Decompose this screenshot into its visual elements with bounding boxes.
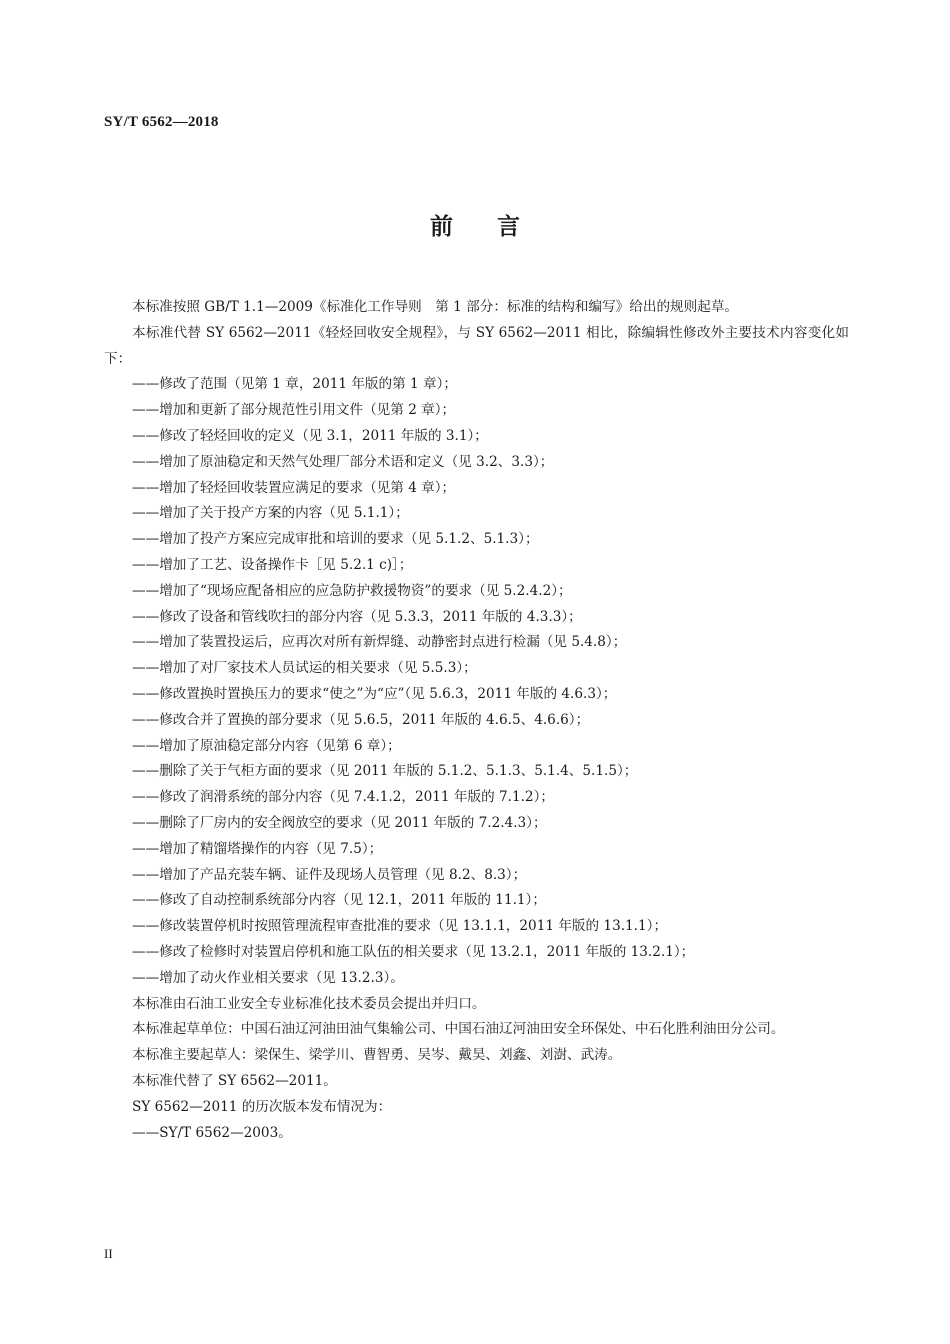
list-item: ——修改了设备和管线吹扫的部分内容（见 5.3.3，2011 年版的 4.3.3）； bbox=[132, 608, 582, 625]
list-item: ——增加了轻烃回收装置应满足的要求（见第 4 章）； bbox=[132, 479, 456, 496]
list-item: ——修改了范围（见第 1 章，2011 年版的第 1 章）； bbox=[132, 376, 457, 393]
list-item: ——增加了动火作业相关要求（见 13.2.3）。 bbox=[132, 969, 404, 986]
document-code: SY/T 6562—2018 bbox=[104, 114, 219, 130]
list-item: ——修改了轻烃回收的定义（见 3.1，2011 年版的 3.1）； bbox=[132, 427, 488, 444]
list-item: ——增加了原油稳定和天然气处理厂部分术语和定义（见 3.2、3.3）； bbox=[132, 453, 554, 470]
list-item: ——修改置换时置换压力的要求“使之”为“应”（见 5.6.3，2011 年版的 4.6.3）； bbox=[132, 685, 617, 702]
list-item: ——增加了关于投产方案的内容（见 5.1.1）； bbox=[132, 505, 409, 522]
change-list bbox=[104, 372, 849, 991]
list-item: ——增加了装置投运后，应再次对所有新焊缝、动静密封点进行检漏（见 5.4.8）； bbox=[132, 634, 627, 651]
closing-paragraph: 本标准起草单位：中国石油辽河油田油气集输公司、中国石油辽河油田安全环保处、中石化胜利油田分公司。 bbox=[132, 1021, 785, 1038]
list-item: ——删除了关于气柜方面的要求（见 2011 年版的 5.1.2、5.1.3、5.1.4、5.1.5）； bbox=[132, 763, 638, 780]
list-item: ——修改合并了置换的部分要求（见 5.6.5，2011 年版的 4.6.5、4.6.6）； bbox=[132, 711, 590, 728]
intro-paragraph: 本标准代替 SY 6562—2011《轻烃回收安全规程》，与 SY 6562—2011 相比，除编辑性修改外主要技术内容变化如下： bbox=[104, 324, 849, 367]
closing-paragraph: 本标准代替了 SY 6562—2011。 bbox=[132, 1072, 337, 1089]
history-item: ——SY/T 6562—2003。 bbox=[132, 1124, 292, 1141]
list-item: ——修改了检修时对装置启停机和施工队伍的相关要求（见 13.2.1，2011 年版的 13.2.1）； bbox=[132, 943, 695, 960]
list-item: ——修改了润滑系统的部分内容（见 7.4.1.2，2011 年版的 7.1.2）； bbox=[132, 789, 554, 806]
document-body bbox=[104, 295, 849, 1146]
page-number: II bbox=[104, 1246, 113, 1261]
list-item: ——修改了自动控制系统部分内容（见 12.1，2011 年版的 11.1）； bbox=[132, 892, 546, 909]
list-item: ——增加了产品充装车辆、证件及现场人员管理（见 8.2、8.3）； bbox=[132, 866, 527, 883]
list-item: ——增加了精馏塔操作的内容（见 7.5）； bbox=[132, 840, 383, 857]
list-item: ——增加了对厂家技术人员试运的相关要求（见 5.5.3）； bbox=[132, 660, 477, 677]
page-title: 前言 bbox=[430, 214, 564, 240]
intro-paragraph: 本标准按照 GB/T 1.1—2009《标准化工作导则 第 1 部分：标准的结构和编写》给出的规则起草。 bbox=[132, 299, 739, 315]
closing-paragraph: 本标准主要起草人：梁保生、梁学川、曹智勇、吴岑、戴昊、刘鑫、刘澍、武涛。 bbox=[132, 1047, 622, 1064]
list-item: ——增加了“现场应配备相应的应急防护救援物资”的要求（见 5.2.4.2）； bbox=[132, 582, 572, 599]
list-item: ——增加了原油稳定部分内容（见第 6 章）； bbox=[132, 737, 401, 754]
list-item: ——修改装置停机时按照管理流程审查批准的要求（见 13.1.1，2011 年版的 13.1.1）； bbox=[132, 918, 668, 935]
list-item: ——增加和更新了部分规范性引用文件（见第 2 章）； bbox=[132, 402, 456, 419]
list-item: ——删除了厂房内的安全阀放空的要求（见 2011 年版的 7.2.4.3）； bbox=[132, 814, 547, 831]
closing-paragraph: SY 6562—2011 的历次版本发布情况为： bbox=[132, 1098, 392, 1115]
list-item: ——增加了工艺、设备操作卡［见 5.2.1 c)］； bbox=[132, 556, 413, 573]
list-item: ——增加了投产方案应完成审批和培训的要求（见 5.1.2、5.1.3）； bbox=[132, 531, 539, 548]
closing-paragraph: 本标准由石油工业安全专业标准化技术委员会提出并归口。 bbox=[132, 995, 486, 1012]
